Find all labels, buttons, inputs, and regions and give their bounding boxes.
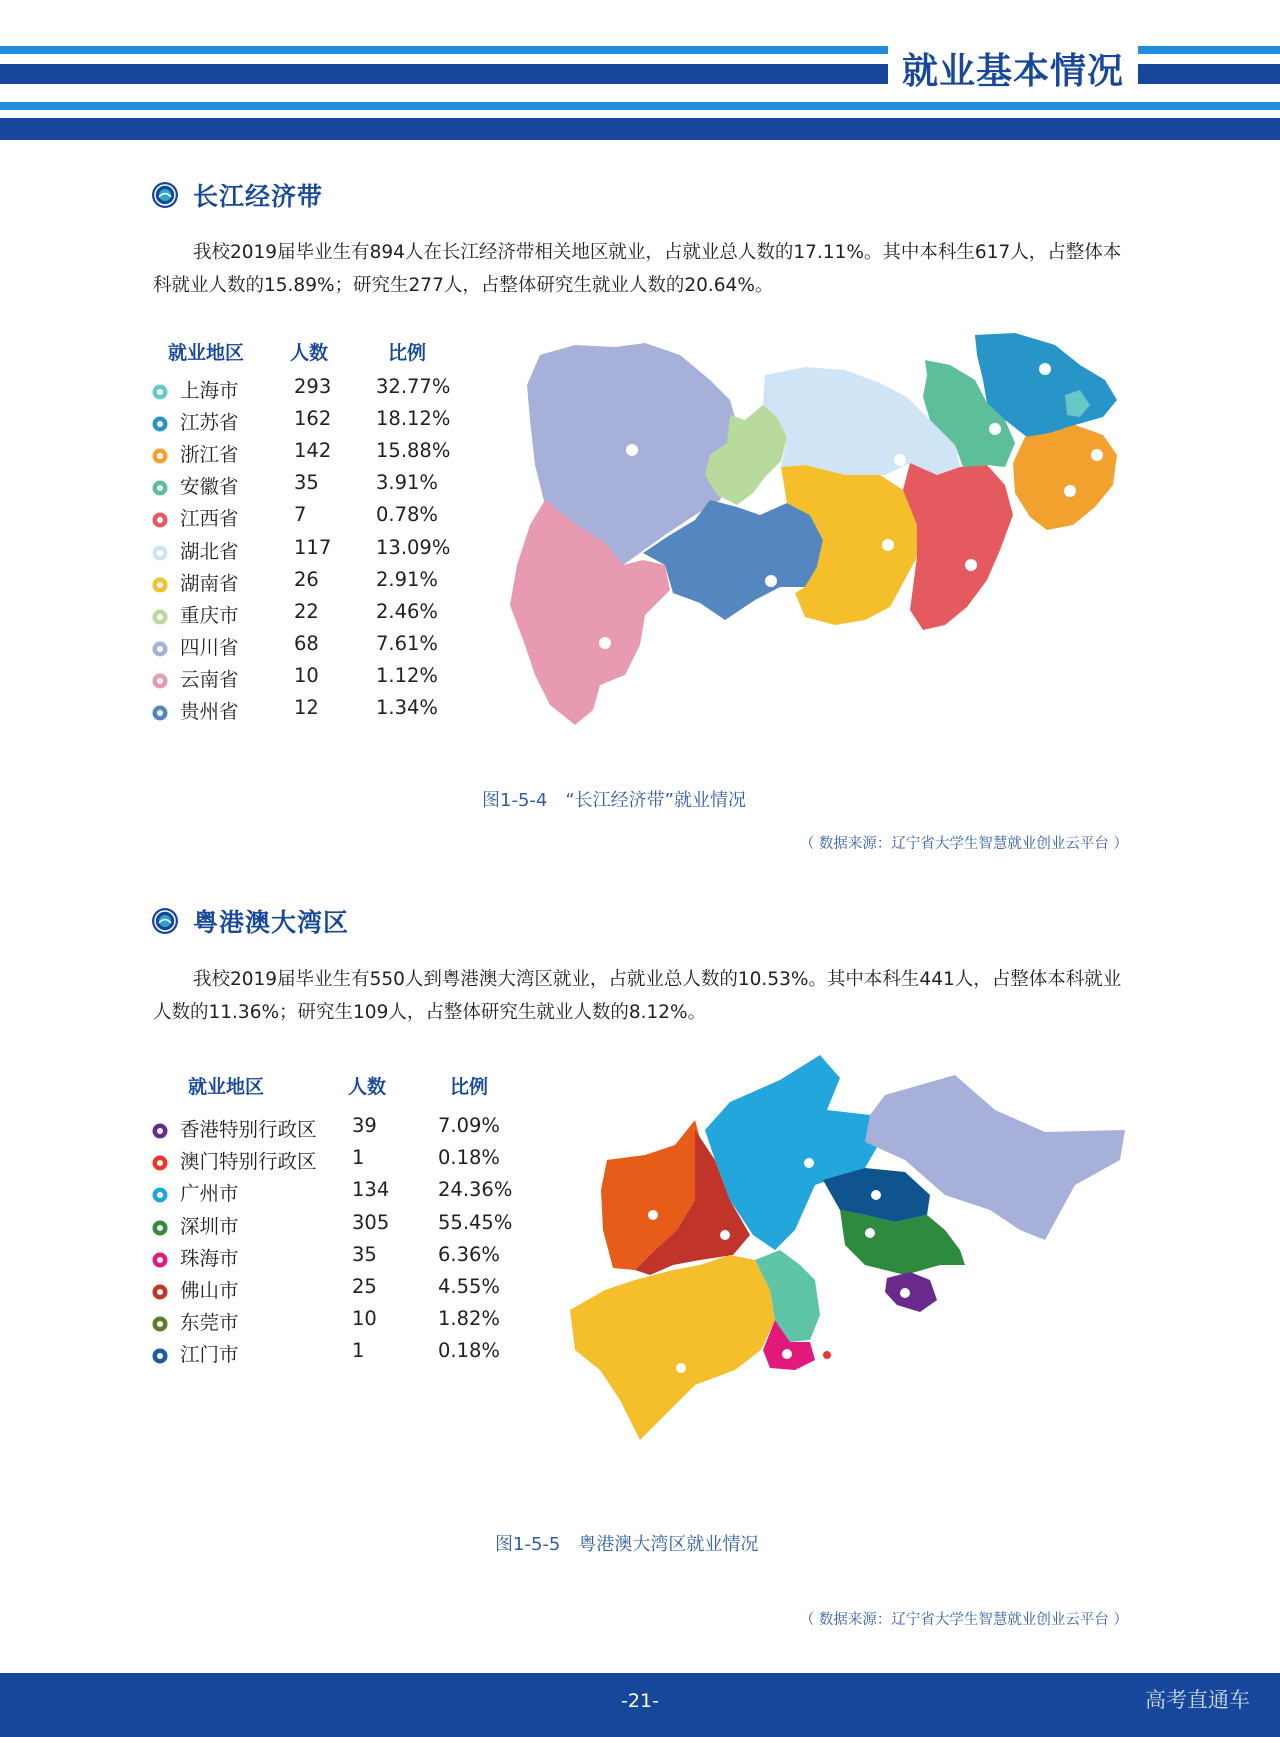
table-row bbox=[152, 375, 472, 407]
table-cell-count: 293 bbox=[294, 375, 332, 398]
section1-source: （ 数据来源：辽宁省大学生智慧就业创业云平台 ） bbox=[799, 836, 1128, 852]
table-row bbox=[152, 696, 472, 728]
table-cell-region: 浙江省 bbox=[180, 443, 239, 467]
table-row bbox=[152, 664, 472, 696]
legend-marker-icon bbox=[152, 1187, 168, 1203]
table-cell-region: 东莞市 bbox=[180, 1311, 239, 1335]
table-cell-region: 江苏省 bbox=[180, 411, 239, 435]
table-cell-count: 162 bbox=[294, 407, 332, 431]
legend-marker-icon bbox=[152, 609, 168, 625]
table-cell-ratio: 24.36% bbox=[438, 1178, 513, 1202]
table-cell-ratio: 15.88% bbox=[376, 439, 451, 463]
section2-header-count: 人数 bbox=[348, 1076, 387, 1098]
table-cell-ratio: 7.61% bbox=[376, 631, 438, 655]
legend-marker-icon bbox=[152, 512, 168, 528]
table-cell-region: 珠海市 bbox=[180, 1246, 239, 1270]
table-cell-region: 四川省 bbox=[180, 635, 239, 659]
legend-marker-icon bbox=[152, 448, 168, 464]
table-cell-region: 贵州省 bbox=[180, 700, 239, 723]
section1-title: 长江经济带 bbox=[193, 182, 324, 211]
table-cell-ratio: 3.91% bbox=[376, 471, 438, 495]
table-cell-region: 湖南省 bbox=[180, 571, 239, 595]
legend-marker-icon bbox=[152, 1252, 168, 1268]
table-cell-ratio: 6.36% bbox=[438, 1242, 500, 1266]
table-cell-region: 澳门特别行政区 bbox=[180, 1150, 317, 1174]
table-row bbox=[152, 503, 472, 535]
table-cell-ratio: 13.09% bbox=[376, 535, 451, 559]
table-cell-region: 云南省 bbox=[180, 667, 239, 691]
gba-map bbox=[565, 1050, 1130, 1460]
legend-marker-icon bbox=[152, 416, 168, 432]
map-region-jiangmen bbox=[570, 1255, 775, 1440]
table-cell-ratio: 1.12% bbox=[376, 663, 438, 687]
table-cell-count: 117 bbox=[294, 535, 332, 559]
watermark: 高考直通车 bbox=[1145, 1688, 1250, 1712]
section1-header-region: 就业地区 bbox=[168, 342, 245, 364]
yangtze-map bbox=[505, 325, 1125, 735]
section1-paragraph: 我校2019届毕业生有894人在长江经济带相关地区就业，占就业总人数的17.11%。其中本科生617人，占整体本科就业人数的15.89%；研究生277人，占整体研究生就业人数的20.64%。 bbox=[153, 242, 1122, 296]
section2-paragraph: 我校2019届毕业生有550人到粤港澳大湾区就业，占就业总人数的10.53%。其中本科生441人，占整体本科就业人数的11.36%；研究生109人，占整体研究生就业人数的8.12%。 bbox=[153, 969, 1122, 1023]
table-cell-count: 10 bbox=[294, 663, 319, 687]
table-cell-count: 22 bbox=[294, 599, 319, 623]
section2-header-ratio: 比例 bbox=[450, 1076, 489, 1098]
page-number: -21- bbox=[621, 1690, 659, 1712]
table-cell-region: 香港特别行政区 bbox=[180, 1118, 317, 1141]
table-row bbox=[152, 536, 472, 568]
header-stripe-dark-bottom bbox=[0, 118, 1280, 140]
table-cell-region: 上海市 bbox=[180, 379, 239, 402]
legend-marker-icon bbox=[152, 1220, 168, 1236]
section2-source: （ 数据来源：辽宁省大学生智慧就业创业云平台 ） bbox=[799, 1612, 1128, 1628]
table-cell-count: 26 bbox=[294, 567, 319, 591]
legend-marker-icon bbox=[152, 1155, 168, 1171]
legend-marker-icon bbox=[152, 641, 168, 657]
table-cell-ratio: 1.34% bbox=[376, 696, 438, 719]
section2-caption: 图1-5-5 粤港澳大湾区就业情况 bbox=[495, 1534, 759, 1555]
table-cell-ratio: 7.09% bbox=[438, 1114, 500, 1137]
table-cell-ratio: 2.46% bbox=[376, 599, 438, 623]
legend-marker-icon bbox=[152, 545, 168, 561]
table-cell-count: 25 bbox=[352, 1275, 377, 1298]
table-row bbox=[152, 407, 472, 439]
table-cell-ratio: 4.55% bbox=[438, 1275, 500, 1298]
table-cell-count: 39 bbox=[352, 1114, 377, 1137]
legend-marker-icon bbox=[152, 1316, 168, 1332]
table-cell-count: 134 bbox=[352, 1178, 390, 1202]
legend-marker-icon bbox=[152, 1123, 168, 1139]
table-cell-count: 35 bbox=[352, 1242, 377, 1266]
table-cell-ratio: 0.18% bbox=[438, 1339, 500, 1363]
legend-marker-icon bbox=[152, 1348, 168, 1364]
table-row bbox=[152, 1339, 532, 1371]
table-cell-count: 7 bbox=[294, 503, 307, 527]
section1-heading bbox=[151, 177, 323, 213]
table-row bbox=[152, 1275, 532, 1307]
table-cell-count: 1 bbox=[352, 1146, 365, 1170]
legend-marker-icon bbox=[152, 1284, 168, 1300]
table-cell-count: 142 bbox=[294, 439, 332, 463]
table-row bbox=[152, 632, 472, 664]
legend-marker-icon bbox=[152, 673, 168, 689]
map-region-zhejiang bbox=[1013, 425, 1117, 530]
table-cell-ratio: 0.18% bbox=[438, 1146, 500, 1170]
legend-marker-icon bbox=[152, 705, 168, 721]
table-cell-region: 佛山市 bbox=[180, 1279, 239, 1302]
legend-marker-icon bbox=[152, 384, 168, 400]
table-cell-count: 1 bbox=[352, 1339, 365, 1363]
section2-heading bbox=[151, 903, 349, 939]
section2-title: 粤港澳大湾区 bbox=[193, 908, 350, 937]
table-cell-count: 10 bbox=[352, 1307, 377, 1331]
table-cell-region: 重庆市 bbox=[180, 603, 239, 627]
table-row bbox=[152, 1146, 532, 1178]
table-row bbox=[152, 568, 472, 600]
map-region-hongkong bbox=[885, 1272, 937, 1312]
table-cell-count: 12 bbox=[294, 696, 319, 719]
table-row bbox=[152, 1307, 532, 1339]
table-cell-ratio: 0.78% bbox=[376, 503, 438, 527]
table-cell-region: 江门市 bbox=[180, 1343, 239, 1367]
header-stripe-light-bottom bbox=[0, 102, 1280, 110]
map-region-jiangxi bbox=[903, 463, 1013, 630]
table-row bbox=[152, 1211, 532, 1243]
map-region-macau bbox=[823, 1351, 831, 1359]
emblem-icon bbox=[151, 907, 179, 935]
section1-caption: 图1-5-4 “长江经济带”就业情况 bbox=[482, 790, 746, 811]
table-cell-region: 江西省 bbox=[180, 507, 239, 531]
table-row bbox=[152, 1243, 532, 1275]
legend-marker-icon bbox=[152, 577, 168, 593]
table-cell-count: 35 bbox=[294, 471, 319, 495]
table-cell-count: 305 bbox=[352, 1210, 390, 1234]
table-cell-region: 广州市 bbox=[180, 1182, 239, 1206]
section1-header-count: 人数 bbox=[290, 342, 329, 364]
legend-marker-icon bbox=[152, 480, 168, 496]
table-cell-ratio: 32.77% bbox=[376, 375, 451, 398]
table-row bbox=[152, 1114, 532, 1146]
emblem-icon bbox=[151, 181, 179, 209]
table-row bbox=[152, 600, 472, 632]
table-cell-region: 安徽省 bbox=[180, 475, 239, 499]
table-row bbox=[152, 439, 472, 471]
table-row bbox=[152, 1178, 532, 1210]
page-header-title: 就业基本情况 bbox=[888, 40, 1138, 96]
table-row bbox=[152, 471, 472, 503]
table-cell-ratio: 18.12% bbox=[376, 407, 451, 431]
table-cell-count: 68 bbox=[294, 631, 319, 655]
section1-header-ratio: 比例 bbox=[388, 342, 427, 364]
table-cell-region: 深圳市 bbox=[180, 1214, 239, 1238]
table-cell-ratio: 2.91% bbox=[376, 567, 438, 591]
section2-header-region: 就业地区 bbox=[188, 1076, 265, 1098]
table-cell-region: 湖北省 bbox=[180, 539, 239, 563]
table-cell-ratio: 55.45% bbox=[438, 1210, 513, 1234]
table-cell-ratio: 1.82% bbox=[438, 1307, 500, 1331]
